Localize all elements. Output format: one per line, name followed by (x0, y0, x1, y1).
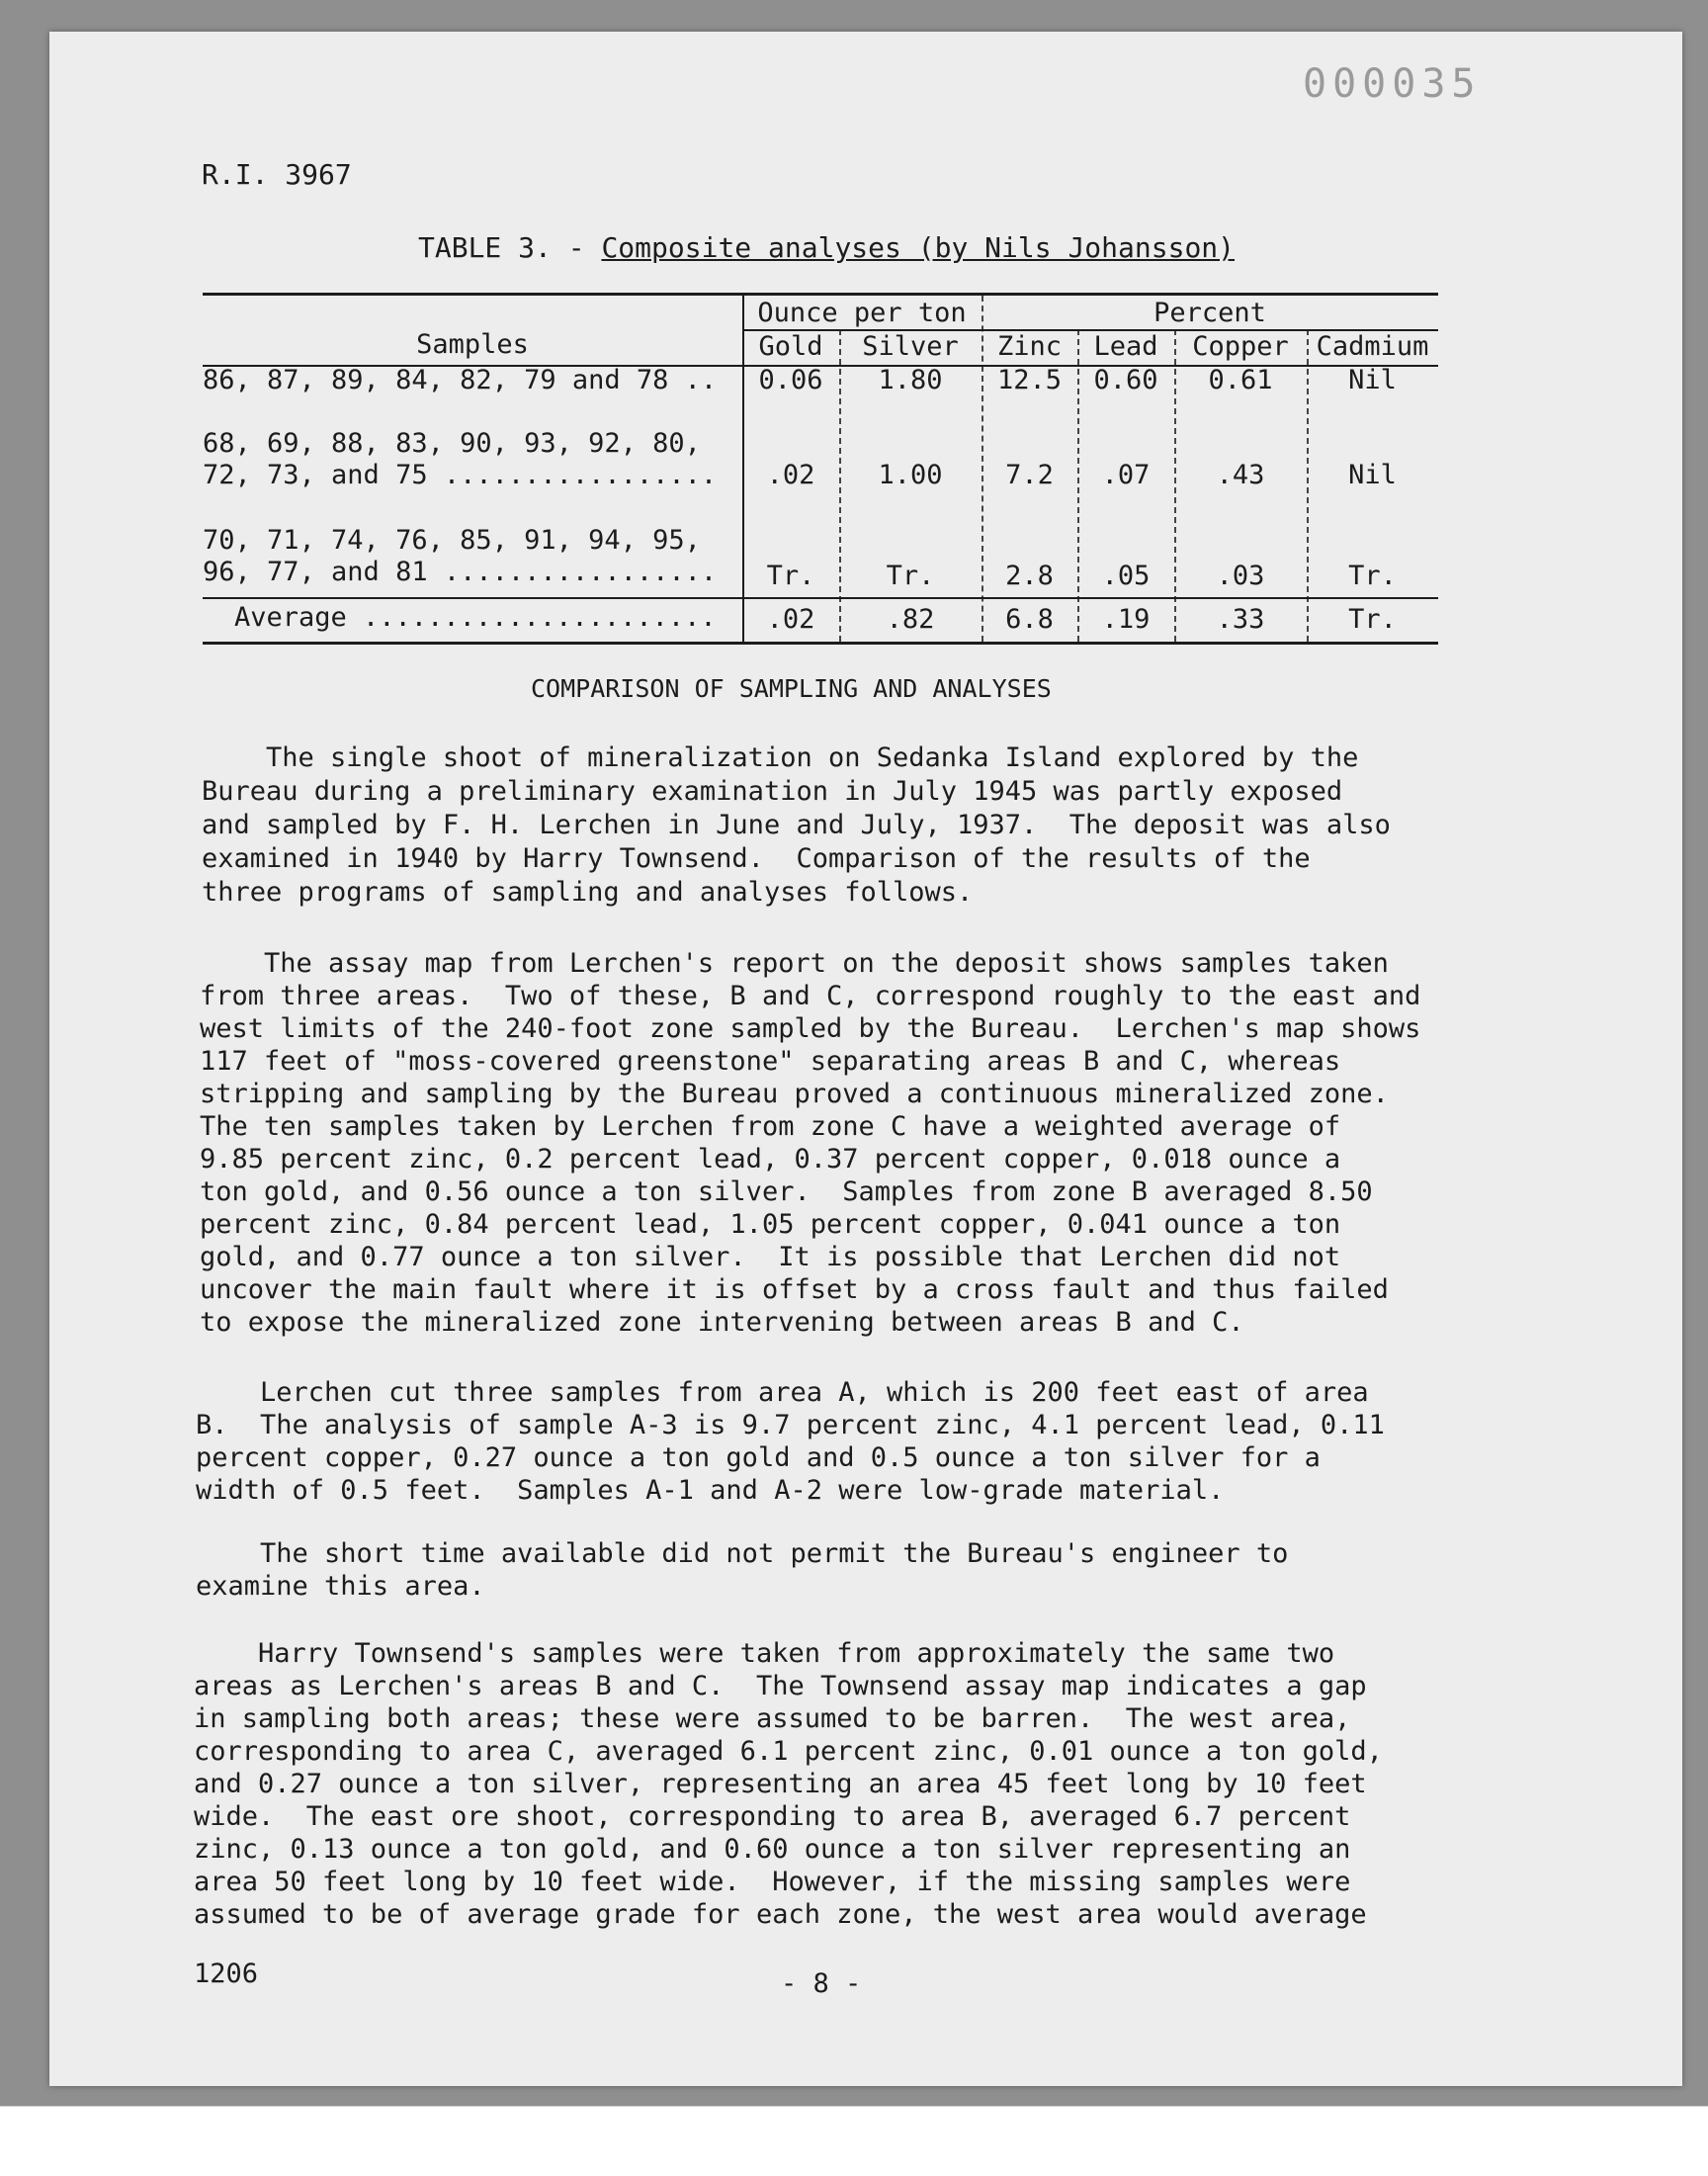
average-cadmium: Tr. (1348, 604, 1397, 635)
row2-silver: 1.00 (878, 460, 943, 490)
paragraph-line: assumed to be of average grade for each zone, the west area would average (194, 1899, 1367, 1930)
row1-gold: 0.06 (758, 365, 823, 395)
paragraph-line: 117 feet of "moss-covered greenstone" separating areas B and C, whereas (200, 1046, 1341, 1077)
report-id: R.I. 3967 (202, 158, 352, 191)
paragraph-line: Bureau during a preliminary examination in July 1945 was partly exposed (202, 776, 1343, 807)
row2-gold: .02 (766, 460, 815, 490)
average-label: Average ...................... (234, 602, 717, 633)
row1-copper: 0.61 (1208, 365, 1273, 395)
row3-gold: Tr. (766, 561, 815, 591)
column-header-copper: Copper (1192, 331, 1289, 362)
average-silver: .82 (886, 604, 935, 635)
paragraph-line: 9.85 percent zinc, 0.2 percent lead, 0.37 percent copper, 0.018 ounce a (200, 1144, 1341, 1175)
paragraph-line: from three areas. Two of these, B and C, correspond roughly to the east and (200, 981, 1421, 1011)
column-header-gold: Gold (758, 331, 823, 362)
average-lead: .19 (1101, 604, 1151, 635)
paragraph-line: ton gold, and 0.56 ounce a ton silver. Samples from zone B averaged 8.50 (200, 1176, 1373, 1207)
paragraph-line: and sampled by F. H. Lerchen in June and July, 1937. The deposit was also (202, 810, 1391, 840)
paragraph-line: corresponding to area C, averaged 6.1 percent zinc, 0.01 ounce a ton gold, (194, 1736, 1383, 1767)
paragraph-line: areas as Lerchen's areas B and C. The Townsend assay map indicates a gap (194, 1671, 1367, 1701)
paragraph-line: zinc, 0.13 ounce a ton gold, and 0.60 ounce a ton silver representing an (194, 1834, 1351, 1865)
row1-cadmium: Nil (1348, 365, 1397, 395)
column-header-silver: Silver (862, 331, 959, 362)
average-gold: .02 (766, 604, 815, 635)
paragraph-line: three programs of sampling and analyses follows. (202, 877, 974, 908)
table-title (418, 231, 1235, 265)
viewer-bottom-strip (0, 2106, 1708, 2176)
section-heading: COMPARISON OF SAMPLING AND ANALYSES (531, 674, 1052, 703)
paragraph-line: gold, and 0.77 ounce a ton silver. It is possible that Lerchen did not (200, 1242, 1341, 1272)
paragraph-line: B. The analysis of sample A-3 is 9.7 percent zinc, 4.1 percent lead, 0.11 (196, 1410, 1385, 1440)
paragraph-line: Harry Townsend's samples were taken from approximately the same two (194, 1638, 1335, 1669)
paragraph-line: area 50 feet long by 10 feet wide. However, if the missing samples were (194, 1867, 1351, 1897)
column-header-zinc: Zinc (996, 331, 1063, 362)
average-zinc: 6.8 (1005, 604, 1054, 635)
paragraph-line: percent zinc, 0.84 percent lead, 1.05 percent copper, 0.041 ounce a ton (200, 1209, 1341, 1240)
row3-samples-line1: 70, 71, 74, 76, 85, 91, 94, 95, (203, 525, 701, 556)
row3-silver: Tr. (886, 561, 935, 591)
row2-samples-line1: 68, 69, 88, 83, 90, 93, 92, 80, (203, 428, 701, 459)
header-group-percent: Percent (1153, 298, 1266, 328)
table-title-prefix: TABLE 3. - (418, 231, 602, 264)
paragraph-line: The short time available did not permit the Bureau's engineer to (196, 1538, 1289, 1569)
paragraph-line: in sampling both areas; these were assumed to be barren. The west area, (194, 1703, 1351, 1734)
column-header-cadmium: Cadmium (1316, 331, 1429, 362)
row3-cadmium: Tr. (1348, 561, 1397, 591)
paragraph-line: Lerchen cut three samples from area A, which is 200 feet east of area (196, 1377, 1369, 1408)
row1-silver: 1.80 (878, 365, 943, 395)
row2-samples-line2: 72, 73, and 75 ................. (203, 460, 718, 490)
paragraph-line: west limits of the 240-foot zone sampled by the Bureau. Lerchen's map shows (200, 1013, 1421, 1044)
header-group-ounce: Ounce per ton (757, 298, 967, 328)
table-title-main: Composite analyses (by Nils Johansson) (601, 231, 1236, 264)
paragraph-line: width of 0.5 feet. Samples A-1 and A-2 were low-grade material. (196, 1475, 1225, 1506)
paragraph-line: percent copper, 0.27 ounce a ton gold and 0.5 ounce a ton silver for a (196, 1442, 1321, 1473)
document-code: 1206 (194, 1958, 259, 1989)
table-average-rule (203, 597, 1438, 599)
row1-samples: 86, 87, 89, 84, 82, 79 and 78 .. (203, 365, 718, 395)
paragraph-line: examined in 1940 by Harry Townsend. Comparison of the results of the (202, 843, 1311, 874)
row3-lead: .05 (1101, 561, 1151, 591)
paragraph-line: to expose the mineralized zone intervening between areas B and C. (200, 1307, 1244, 1338)
paragraph-line: wide. The east ore shoot, corresponding to area B, averaged 6.7 percent (194, 1801, 1351, 1832)
row2-lead: .07 (1101, 460, 1151, 490)
row3-samples-line2: 96, 77, and 81 ................. (203, 557, 718, 587)
row2-zinc: 7.2 (1005, 460, 1054, 490)
row2-cadmium: Nil (1348, 460, 1397, 490)
column-header-samples: Samples (416, 329, 529, 360)
column-header-lead: Lead (1093, 331, 1158, 362)
paragraph-line: uncover the main fault where it is offset by a cross fault and thus failed (200, 1274, 1389, 1305)
paragraph-line: The assay map from Lerchen's report on the deposit shows samples taken (200, 948, 1389, 979)
page-number: - 8 - (781, 1968, 862, 1999)
document-stamp-number: 000035 (1303, 61, 1482, 107)
average-copper: .33 (1216, 604, 1265, 635)
row3-zinc: 2.8 (1005, 561, 1054, 591)
row1-lead: 0.60 (1093, 365, 1158, 395)
composite-analyses-table (203, 293, 1438, 645)
paragraph-line: stripping and sampling by the Bureau proved a continuous mineralized zone. (200, 1079, 1389, 1109)
row3-copper: .03 (1216, 561, 1265, 591)
paragraph-line: The single shoot of mineralization on Sedanka Island explored by the (202, 742, 1359, 773)
paragraph-line: and 0.27 ounce a ton silver, representing an area 45 feet long by 10 feet (194, 1769, 1367, 1799)
row2-copper: .43 (1216, 460, 1265, 490)
paragraph-line: The ten samples taken by Lerchen from zone C have a weighted average of (200, 1111, 1341, 1142)
paragraph-line: examine this area. (196, 1571, 485, 1602)
row1-zinc: 12.5 (996, 365, 1063, 395)
